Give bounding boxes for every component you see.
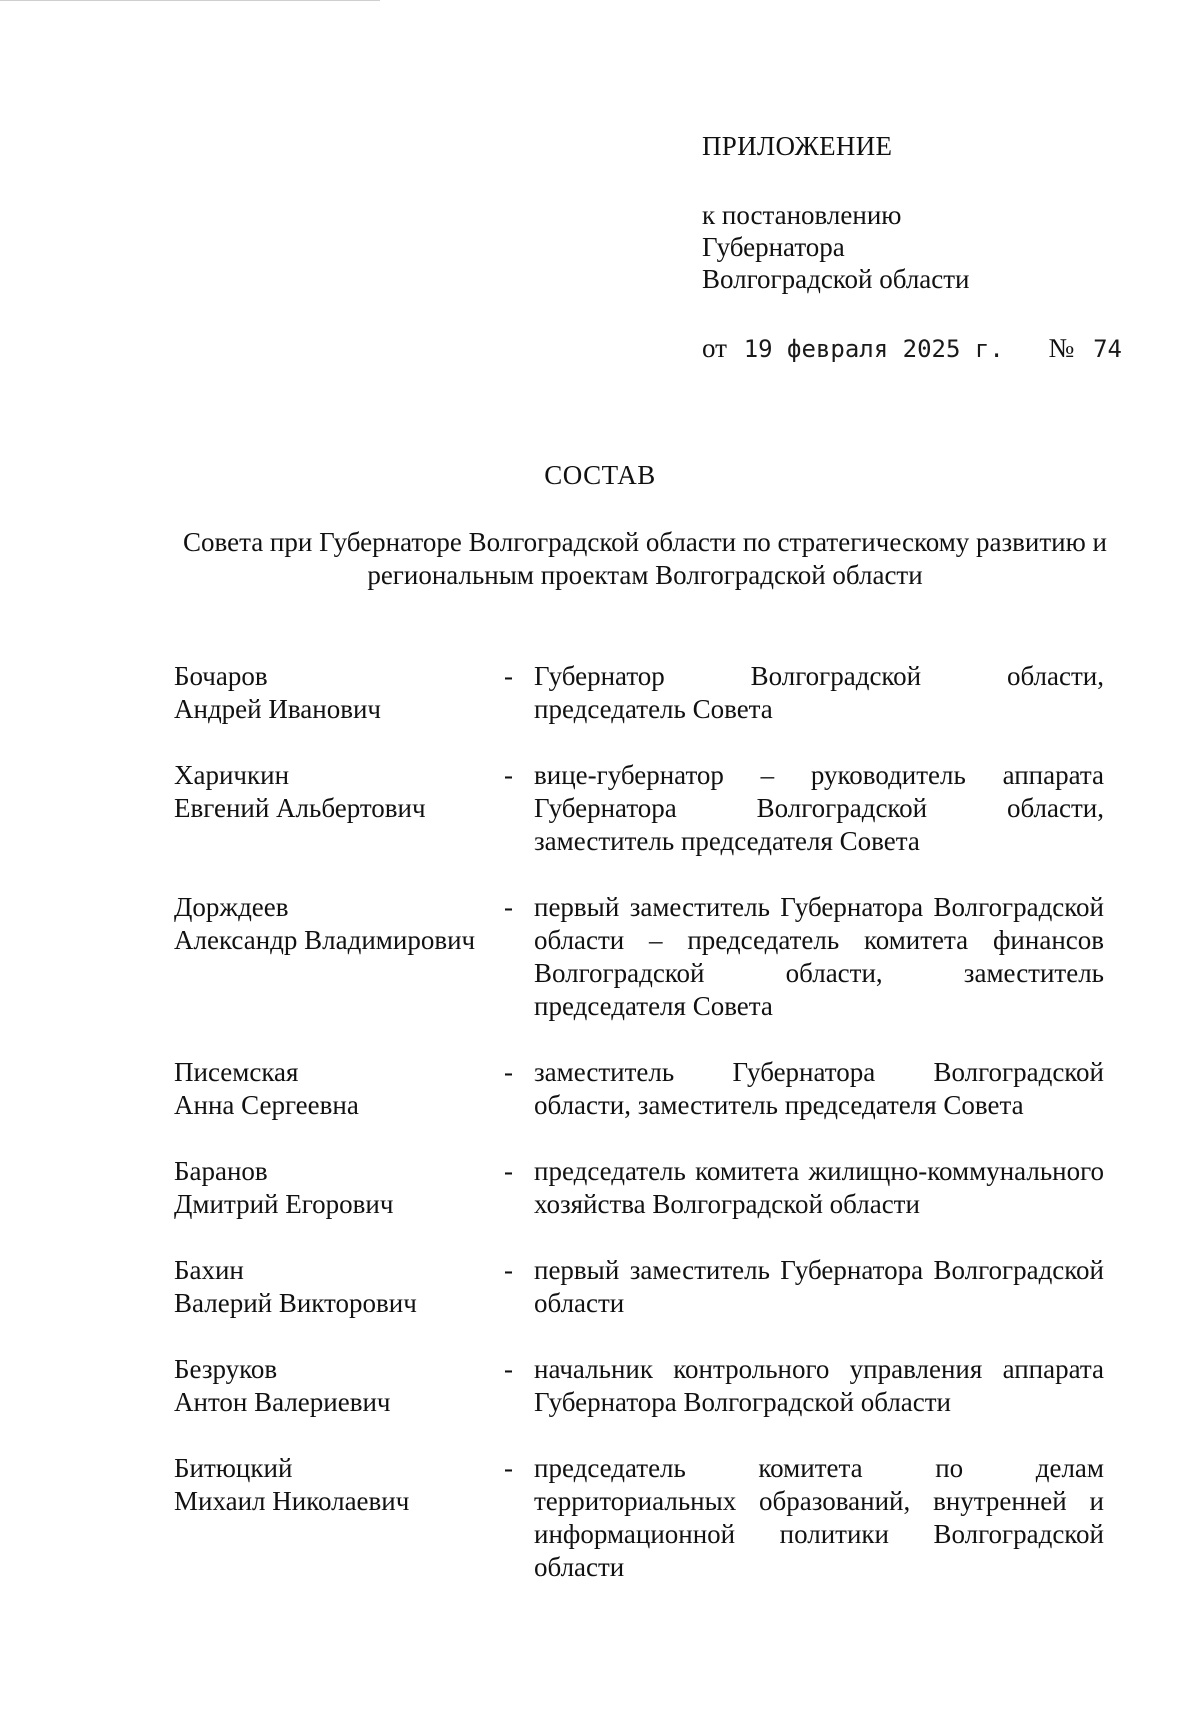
member-role: вице-губернатор – руководитель аппарата Губернатора Волгоградской области, заместитель председателя Совета <box>534 760 1104 856</box>
member-given-name: Андрей Иванович <box>174 694 381 724</box>
member-given-name: Антон Валериевич <box>174 1387 391 1417</box>
appendix-ref-line: Губернатора <box>702 232 845 262</box>
list-item <box>174 1254 1104 1320</box>
member-name <box>174 1254 504 1320</box>
member-name <box>174 660 504 726</box>
member-surname: Харичкин <box>174 760 290 790</box>
list-item <box>174 891 1104 1023</box>
member-surname: Бочаров <box>174 661 268 691</box>
decree-date: 19 февраля 2025 г. <box>743 335 1004 363</box>
member-role: первый заместитель Губернатора Волгоградской области – председатель комитета финансов Волгоградской области, заместитель председателя Совета <box>534 892 1104 1021</box>
date-prefix: от <box>702 333 727 363</box>
member-given-name: Александр Владимирович <box>174 925 476 955</box>
member-given-name: Анна Сергеевна <box>174 1090 359 1120</box>
member-given-name: Дмитрий Егорович <box>174 1189 394 1219</box>
member-given-name: Михаил Николаевич <box>174 1486 410 1516</box>
member-dash: - <box>504 1156 513 1186</box>
decree-number: 74 <box>1093 335 1122 363</box>
member-name <box>174 1353 504 1419</box>
document-heading: СОСТАВ <box>544 460 656 490</box>
scan-edge-line <box>0 0 380 1</box>
member-role: председатель комитета по делам территориальных образований, внутренней и информационной политики Волгоградской области <box>534 1453 1104 1582</box>
member-name <box>174 1452 504 1584</box>
member-surname: Дорждеев <box>174 892 289 922</box>
member-name <box>174 759 504 858</box>
document-subheading: Совета при Губернаторе Волгоградской области по стратегическому развитию и региональным проектам Волгоградской области <box>182 527 1107 590</box>
appendix-ref-line: к постановлению <box>702 200 902 230</box>
list-item <box>174 1452 1104 1584</box>
member-role: заместитель Губернатора Волгоградской области, заместитель председателя Совета <box>534 1057 1104 1120</box>
decree-date-row <box>702 332 1122 365</box>
number-prefix: № <box>1048 333 1075 363</box>
list-item <box>174 1353 1104 1419</box>
member-surname: Битюцкий <box>174 1453 293 1483</box>
member-dash: - <box>504 1057 513 1087</box>
list-item <box>174 1056 1104 1122</box>
member-role: начальник контрольного управления аппарата Губернатора Волгоградской области <box>534 1354 1104 1417</box>
member-name <box>174 891 504 1023</box>
list-item <box>174 1155 1104 1221</box>
member-dash: - <box>504 1354 513 1384</box>
member-surname: Бахин <box>174 1255 244 1285</box>
list-item <box>174 660 1104 726</box>
member-name <box>174 1155 504 1221</box>
member-name <box>174 1056 504 1122</box>
member-dash: - <box>504 760 513 790</box>
member-role: Губернатор Волгоградской области, председатель Совета <box>534 661 1104 724</box>
list-item <box>174 759 1104 858</box>
member-dash: - <box>504 1255 513 1285</box>
member-dash: - <box>504 1453 513 1483</box>
member-dash: - <box>504 892 513 922</box>
appendix-reference <box>702 199 970 295</box>
member-dash: - <box>504 661 513 691</box>
appendix-ref-line: Волгоградской области <box>702 264 970 294</box>
member-role: первый заместитель Губернатора Волгоградской области <box>534 1255 1104 1318</box>
member-role: председатель комитета жилищно-коммунального хозяйства Волгоградской области <box>534 1156 1104 1219</box>
member-surname: Писемская <box>174 1057 299 1087</box>
members-list <box>174 660 1104 1617</box>
appendix-title: ПРИЛОЖЕНИЕ <box>702 131 893 161</box>
member-surname: Безруков <box>174 1354 278 1384</box>
member-given-name: Евгений Альбертович <box>174 793 426 823</box>
appendix-block <box>702 130 970 295</box>
member-surname: Баранов <box>174 1156 268 1186</box>
member-given-name: Валерий Викторович <box>174 1288 417 1318</box>
